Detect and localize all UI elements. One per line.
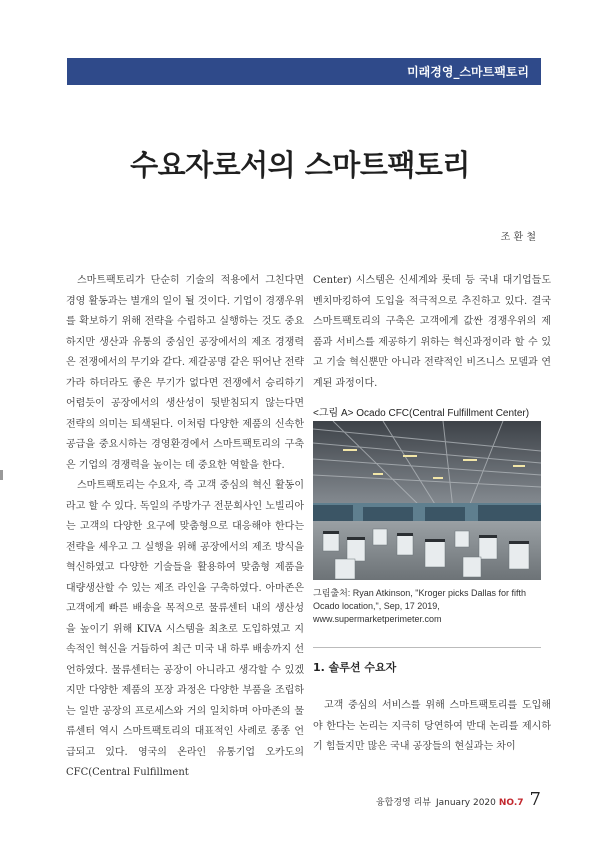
page-number: 7 [529,789,541,810]
paragraph: Center) 시스템은 신세계와 롯데 등 국내 대기업들도 벤치마킹하여 도입을 적극적으로 추진하고 있다. 결국 스마트팩토리의 구축은 고객에게 값싼 경쟁우위의 제품과 서비스를 제공하기 위하는 혁신과정이라 할 수 있고 기술 혁신뿐만 아니라 전략적인 비즈니스 모델과 연계된 과정이다. [313,275,551,389]
page-footer [376,789,541,810]
section-divider [313,647,541,648]
paragraph: 고객 중심의 서비스를 위해 스마트팩토리를 도입해야 한다는 논리는 지극히 당연하여 반대 논리를 제시하기 힘들지만 많은 국내 공장들의 현실과는 차이 [313,700,551,752]
paragraph: 스마트팩토리는 수요자, 즉 고객 중심의 혁신 활동이라고 할 수 있다. 독일의 주방가구 전문회사인 노빌리아는 고객의 다양한 요구에 맞춤형으로 대응해야 한다는 전략을 세우고 그 실행을 위해 공장에서의 제조 방식을 혁신하였고 다양한 기술들을 활용하여 맞춤형 제품을 대량생산할 수 있는 제조 라인을 구축하였다. 아마존은 고객에게 빠른 배송을 목적으로 물류센터 내의 생산성을 높이기 위해 KIVA 시스템을 최초로 도입하였고 지속적인 혁신을 거듭하여 최근 미국 내 하루 배송까지 선언하였다. 물류센터는 공장이 아니라고 생각할 수 있겠지만 다양한 제품의 포장 과정은 다양한 부품을 조립하는 일반 공장의 프로세스와 거의 일치하며 아마존의 물류센터 역시 스마트팩토리의 대표적인 사례로 종종 언급되고 있다. 영국의 온라인 유통기업 오카도의 CFC(Central Fulfillment [66,480,304,778]
issue-number: NO.7 [498,798,524,808]
left-column [66,271,304,784]
margin-mark [0,470,3,480]
paragraph: 스마트팩토리가 단순히 기술의 적용에서 그친다면 경영 활동과는 별개의 일이 될 것이다. 기업이 경쟁우위를 확보하기 위해 전략을 수립하고 실행하는 것도 중요하지만 생산과 유통의 중심인 공장에서의 제조 경쟁력은 전쟁에서의 무기와 같다. 제갈공명 같은 뛰어난 전략가라 하더라도 좋은 무기가 없다면 전쟁에서 승리하기 어렵듯이 공장에서의 생산성이 뒷받침되지 않는다면 전략의 의미는 퇴색된다. 이처럼 다양한 제품의 신속한 공급을 중요시하는 경영환경에서 스마트팩토리의 구축은 기업의 경쟁력을 높이는 데 중요한 역할을 한다. [66,275,304,471]
right-column-bottom [313,696,551,758]
article-title: 수요자로서의 스마트팩토리 [130,148,470,182]
warehouse-photo [313,421,541,580]
section-heading: 1. 솔루션 수요자 [313,661,397,674]
figure-caption: <그림 A> Ocado CFC(Central Fulfillment Center) [313,408,530,419]
figure-credit: 그림출처: Ryan Atkinson, "Kroger picks Dallas for fifth Ocado location,", Sep, 17 2019, www.supermarketperimeter.com [313,588,527,624]
section-header-bar [67,58,541,85]
issue-date: January 2020 [435,798,496,808]
article-author: 조 환 철 [500,232,536,243]
magazine-name: 융합경영 리뷰 [375,798,431,808]
section-label: 미래경영_스마트팩토리 [407,65,529,79]
right-column-top [313,271,551,394]
